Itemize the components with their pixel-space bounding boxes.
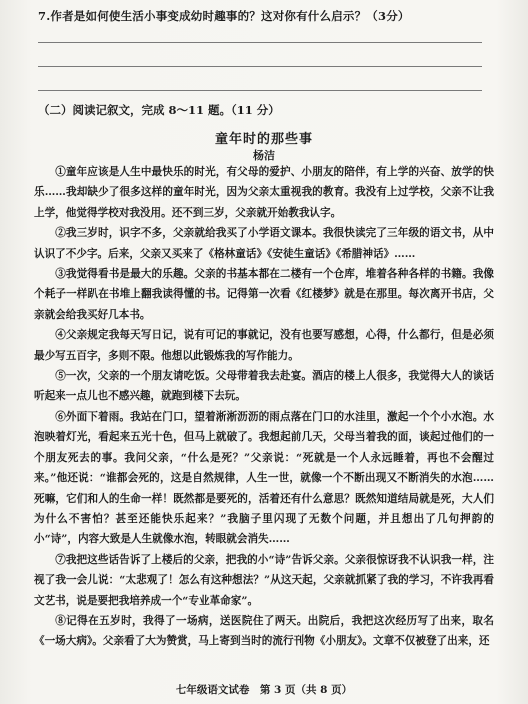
paragraph-6: ⑥外面下着雨。我站在门口，望着淅淅沥沥的雨点落在门口的水洼里，激起一个个小水泡。水泡映着灯光，看起来五光十色，但马上就破了。我想起前几天，父母当着我的面，谈起过他们的一个朋友死去的事。我问父亲，“什么是死？”父亲说：“死就是一个人永远睡着，再也不会醒过来。”他还说：“谁都会死的，这是自然规律，人生一世，就像一个不断出现又不断消失的水泡……死嘛，它们和人的生命一样！既然都是要死的，活着还有什么意思？既然知道结局就是死，大人们为什么不害怕？甚至还能快乐起来？”我脑子里闪现了无数个问题，并且想出了几句押韵的小“诗”，内容大致是人生就像水泡，转眼就会消失…… [34, 410, 494, 546]
paragraph-7: ⑦我把这些话告诉了上楼后的父亲，把我的小“诗”告诉父亲。父亲很惊讶我不认识我一样，注视了我一会儿说：“太悲观了！怎么有这种想法？”从这天起，父亲就抓紧了我的学习，不许我再看文艺书，说是要把我培养成一个“专业革命家”。 [34, 553, 494, 607]
paragraph-2: ②我三岁时，识字不多，父亲就给我买了小学语文课本。我很快读完了三年级的语文书，从中认识了不少字。后来，父亲又买来了《格林童话》《安徒生童话》《希腊神话》…… [34, 227, 494, 260]
section-heading: （二）阅读记叙文，完成 8～11 题。（11 分） [38, 103, 280, 117]
answer-line-2 [38, 66, 482, 67]
answer-line-3 [38, 90, 482, 91]
page-footer: 七年级语文试卷 第 3 页（共 8 页） [175, 684, 353, 696]
paragraph-3: ③我觉得看书是最大的乐趣。父亲的书基本都在二楼有一个仓库，堆着各种各样的书籍。我像个耗子一样趴在书堆上翻我读得懂的书。记得第一次看《红楼梦》就是在那里。每次离开书店，父亲就会给我买好几本书。 [34, 268, 494, 321]
article-body [34, 162, 494, 652]
answer-line-1 [38, 42, 482, 43]
question-7: 7.作者是如何使生活小事变成幼时趣事的？这对你有什么启示？（3分） [38, 9, 410, 23]
paragraph-4: ④父亲规定我每天写日记，说有可记的事就记，没有也要写感想，心得，什么都行，但是必须最少写五百字，多则不限。他想以此锻炼我的写作能力。 [34, 329, 494, 362]
paragraph-5: ⑤一次，父亲的一个朋友请吃饭。父母带着我去赴宴。酒店的楼上人很多，我觉得大人的谈话听起来一点儿也不感兴趣，就跑到楼下去玩。 [34, 370, 494, 403]
article-author: 杨洁 [253, 149, 275, 162]
paragraph-1: ①童年应该是人生中最快乐的时光，有父母的爱护、小朋友的陪伴，有上学的兴奋、放学的快乐……我却缺少了很多这样的童年时光，因为父亲太重视我的教育。我没有上过学校，父亲不让我上学，他觉得学校对我没用。还不到三岁，父亲就开始教我认字。 [34, 166, 494, 219]
article-title: 童年时的那些事 [214, 132, 313, 147]
paragraph-8: ⑧记得在五岁时，我得了一场病，送医院住了两天。出院后，我把这次经历写了出来，取名《一场大病》。父亲看了大为赞赏，马上寄到当时的流行刊物《小朋友》。文章不仅被登了出来，还 [34, 614, 494, 648]
